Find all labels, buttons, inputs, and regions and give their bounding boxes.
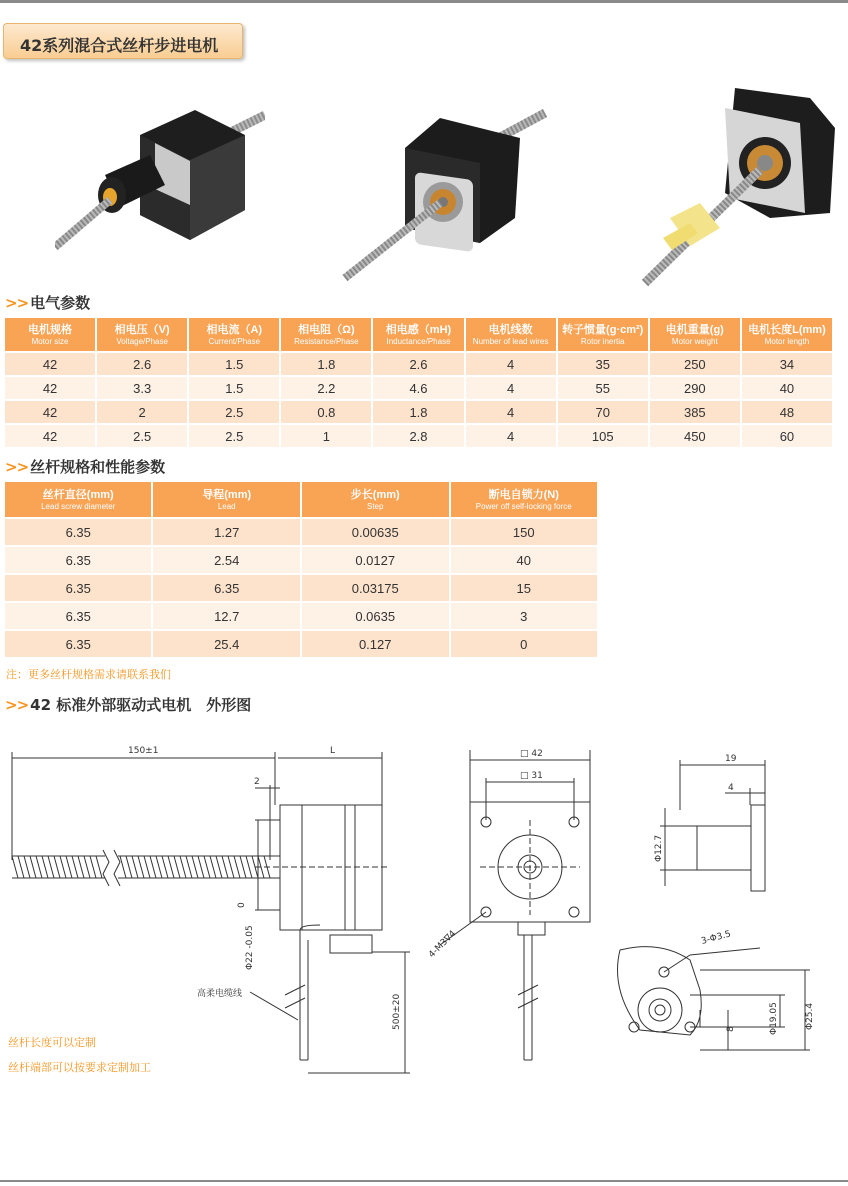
table-row (5, 425, 832, 447)
table-cell: 3 (451, 603, 598, 629)
table-cell: 42 (5, 353, 95, 375)
outline-drawing (0, 730, 848, 1090)
heading-arrows: >> (5, 458, 29, 476)
dim-screws: 4-M3∇4 (427, 928, 459, 961)
table-cell: 0.00635 (302, 519, 449, 545)
table-cell: 4.6 (373, 377, 463, 399)
table-cell: 6.35 (5, 575, 151, 601)
table-cell: 4 (466, 377, 556, 399)
table-cell: 0.0635 (302, 603, 449, 629)
table-cell: 1.5 (189, 353, 279, 375)
col-lead-wires: 电机线数 Number of lead wires (466, 318, 556, 351)
table-cell: 12.7 (153, 603, 299, 629)
table-row (5, 575, 597, 601)
col-inductance: 相电感（mH) Inductance/Phase (373, 318, 463, 351)
table-cell: 3.3 (97, 377, 187, 399)
table-cell: 15 (451, 575, 598, 601)
heading-arrows: >> (5, 696, 29, 714)
dim-nut-length: 19 (725, 754, 737, 764)
table-row (5, 401, 832, 423)
screw-heading-text: 丝杆规格和性能参数 (30, 458, 166, 476)
table-cell: 250 (650, 353, 740, 375)
bottom-rule (0, 1180, 848, 1182)
table-cell: 6.35 (5, 519, 151, 545)
table-row (5, 603, 597, 629)
screw-heading (5, 456, 165, 477)
col-motor-weight: 电机重量(g) Motor weight (650, 318, 740, 351)
dim-nut-flange: 4 (728, 783, 734, 793)
table-cell: 0.0127 (302, 547, 449, 573)
screw-table (3, 480, 599, 659)
table-cell: 35 (558, 353, 648, 375)
electrical-header-row (5, 318, 832, 351)
table-cell: 70 (558, 401, 648, 423)
col-locking-force: 断电自锁力(N) Power off self-locking force (451, 482, 598, 517)
dim-motor-length: L (330, 746, 336, 756)
col-current: 相电流（A) Current/Phase (189, 318, 279, 351)
drawing-heading (5, 694, 251, 715)
col-rotor-inertia: 转子惯量(g·cm²) Rotor inertia (558, 318, 648, 351)
table-cell: 6.35 (153, 575, 299, 601)
table-cell: 2 (97, 401, 187, 423)
table-row (5, 547, 597, 573)
heading-arrows: >> (5, 294, 29, 312)
table-cell: 6.35 (5, 603, 151, 629)
table-cell: 2.5 (97, 425, 187, 447)
col-voltage: 相电压（V) Voltage/Phase (97, 318, 187, 351)
table-cell: 1.27 (153, 519, 299, 545)
table-cell: 55 (558, 377, 648, 399)
table-cell: 42 (5, 425, 95, 447)
table-cell: 4 (466, 401, 556, 423)
dim-nut-diameter: Φ12.7 (654, 834, 664, 862)
table-cell: 0.127 (302, 631, 449, 657)
table-cell: 290 (650, 377, 740, 399)
contact-note: 注：更多丝杆规格需求请联系我们 (6, 668, 171, 681)
table-cell: 0.8 (281, 401, 371, 423)
drawing-note-1: 丝杆长度可以定制 (8, 1036, 96, 1049)
table-cell: 2.5 (189, 401, 279, 423)
table-cell: 40 (742, 377, 832, 399)
table-cell: 60 (742, 425, 832, 447)
cable-label: 高柔电缆线 (197, 989, 243, 999)
table-cell: 1.8 (373, 401, 463, 423)
table-cell: 2.54 (153, 547, 299, 573)
table-row (5, 353, 832, 375)
dim-nut-half: 8 (726, 1026, 736, 1032)
table-cell: 25.4 (153, 631, 299, 657)
col-motor-size: 电机规格 Motor size (5, 318, 95, 351)
table-row (5, 377, 832, 399)
dim-cable-length: 500±20 (392, 993, 402, 1030)
drawing-heading-text: 42 标准外部驱动式电机 外形图 (30, 696, 252, 714)
table-cell: 6.35 (5, 631, 151, 657)
col-lead: 导程(mm) Lead (153, 482, 299, 517)
col-screw-diameter: 丝杆直径(mm) Lead screw diameter (5, 482, 151, 517)
table-cell: 42 (5, 401, 95, 423)
table-cell: 1 (281, 425, 371, 447)
table-cell: 0.03175 (302, 575, 449, 601)
col-resistance: 相电阻（Ω) Resistance/Phase (281, 318, 371, 351)
drawing-note-2: 丝杆端部可以按要求定制加工 (8, 1061, 151, 1074)
dim-nut-pcd: Φ19.05 (769, 1002, 779, 1035)
top-rule (0, 0, 848, 3)
table-cell: 1.5 (189, 377, 279, 399)
table-cell: 6.35 (5, 547, 151, 573)
col-motor-length: 电机长度L(mm) Motor length (742, 318, 832, 351)
table-cell: 4 (466, 425, 556, 447)
table-cell: 4 (466, 353, 556, 375)
table-cell: 2.6 (97, 353, 187, 375)
table-cell: 34 (742, 353, 832, 375)
table-cell: 0 (451, 631, 598, 657)
table-row (5, 631, 597, 657)
table-row (5, 519, 597, 545)
page-title: 42系列混合式丝杆步进电机 (3, 23, 243, 59)
dim-flange: 2 (254, 777, 260, 787)
dim-screw-length: 150±1 (128, 746, 159, 756)
screw-header-row (5, 482, 597, 517)
table-cell: 450 (650, 425, 740, 447)
table-cell: 2.8 (373, 425, 463, 447)
electrical-heading-text: 电气参数 (30, 294, 91, 312)
table-cell: 1.8 (281, 353, 371, 375)
dim-hole-square: □ 31 (520, 771, 543, 781)
dim-nut-holes: 3-Φ3.5 (700, 929, 733, 947)
table-cell: 105 (558, 425, 648, 447)
electrical-table (3, 316, 834, 449)
electrical-heading (5, 292, 90, 313)
dim-nut-flange-diameter: Φ25.4 (805, 1002, 815, 1030)
dim-boss-diameter: Φ22 -0.05 (245, 925, 255, 970)
table-cell: 40 (451, 547, 598, 573)
col-step: 步长(mm) Step (302, 482, 449, 517)
photo-motor-with-nut-housing (55, 105, 265, 265)
table-cell: 48 (742, 401, 832, 423)
table-cell: 150 (451, 519, 598, 545)
dim-boss-tol: 0 (237, 902, 247, 908)
table-cell: 2.5 (189, 425, 279, 447)
table-cell: 2.6 (373, 353, 463, 375)
photo-motor-front-view (330, 108, 550, 288)
table-cell: 385 (650, 401, 740, 423)
table-cell: 42 (5, 377, 95, 399)
photo-motor-with-plastic-nut (630, 88, 840, 293)
table-cell: 2.2 (281, 377, 371, 399)
dim-body-square: □ 42 (520, 749, 543, 759)
